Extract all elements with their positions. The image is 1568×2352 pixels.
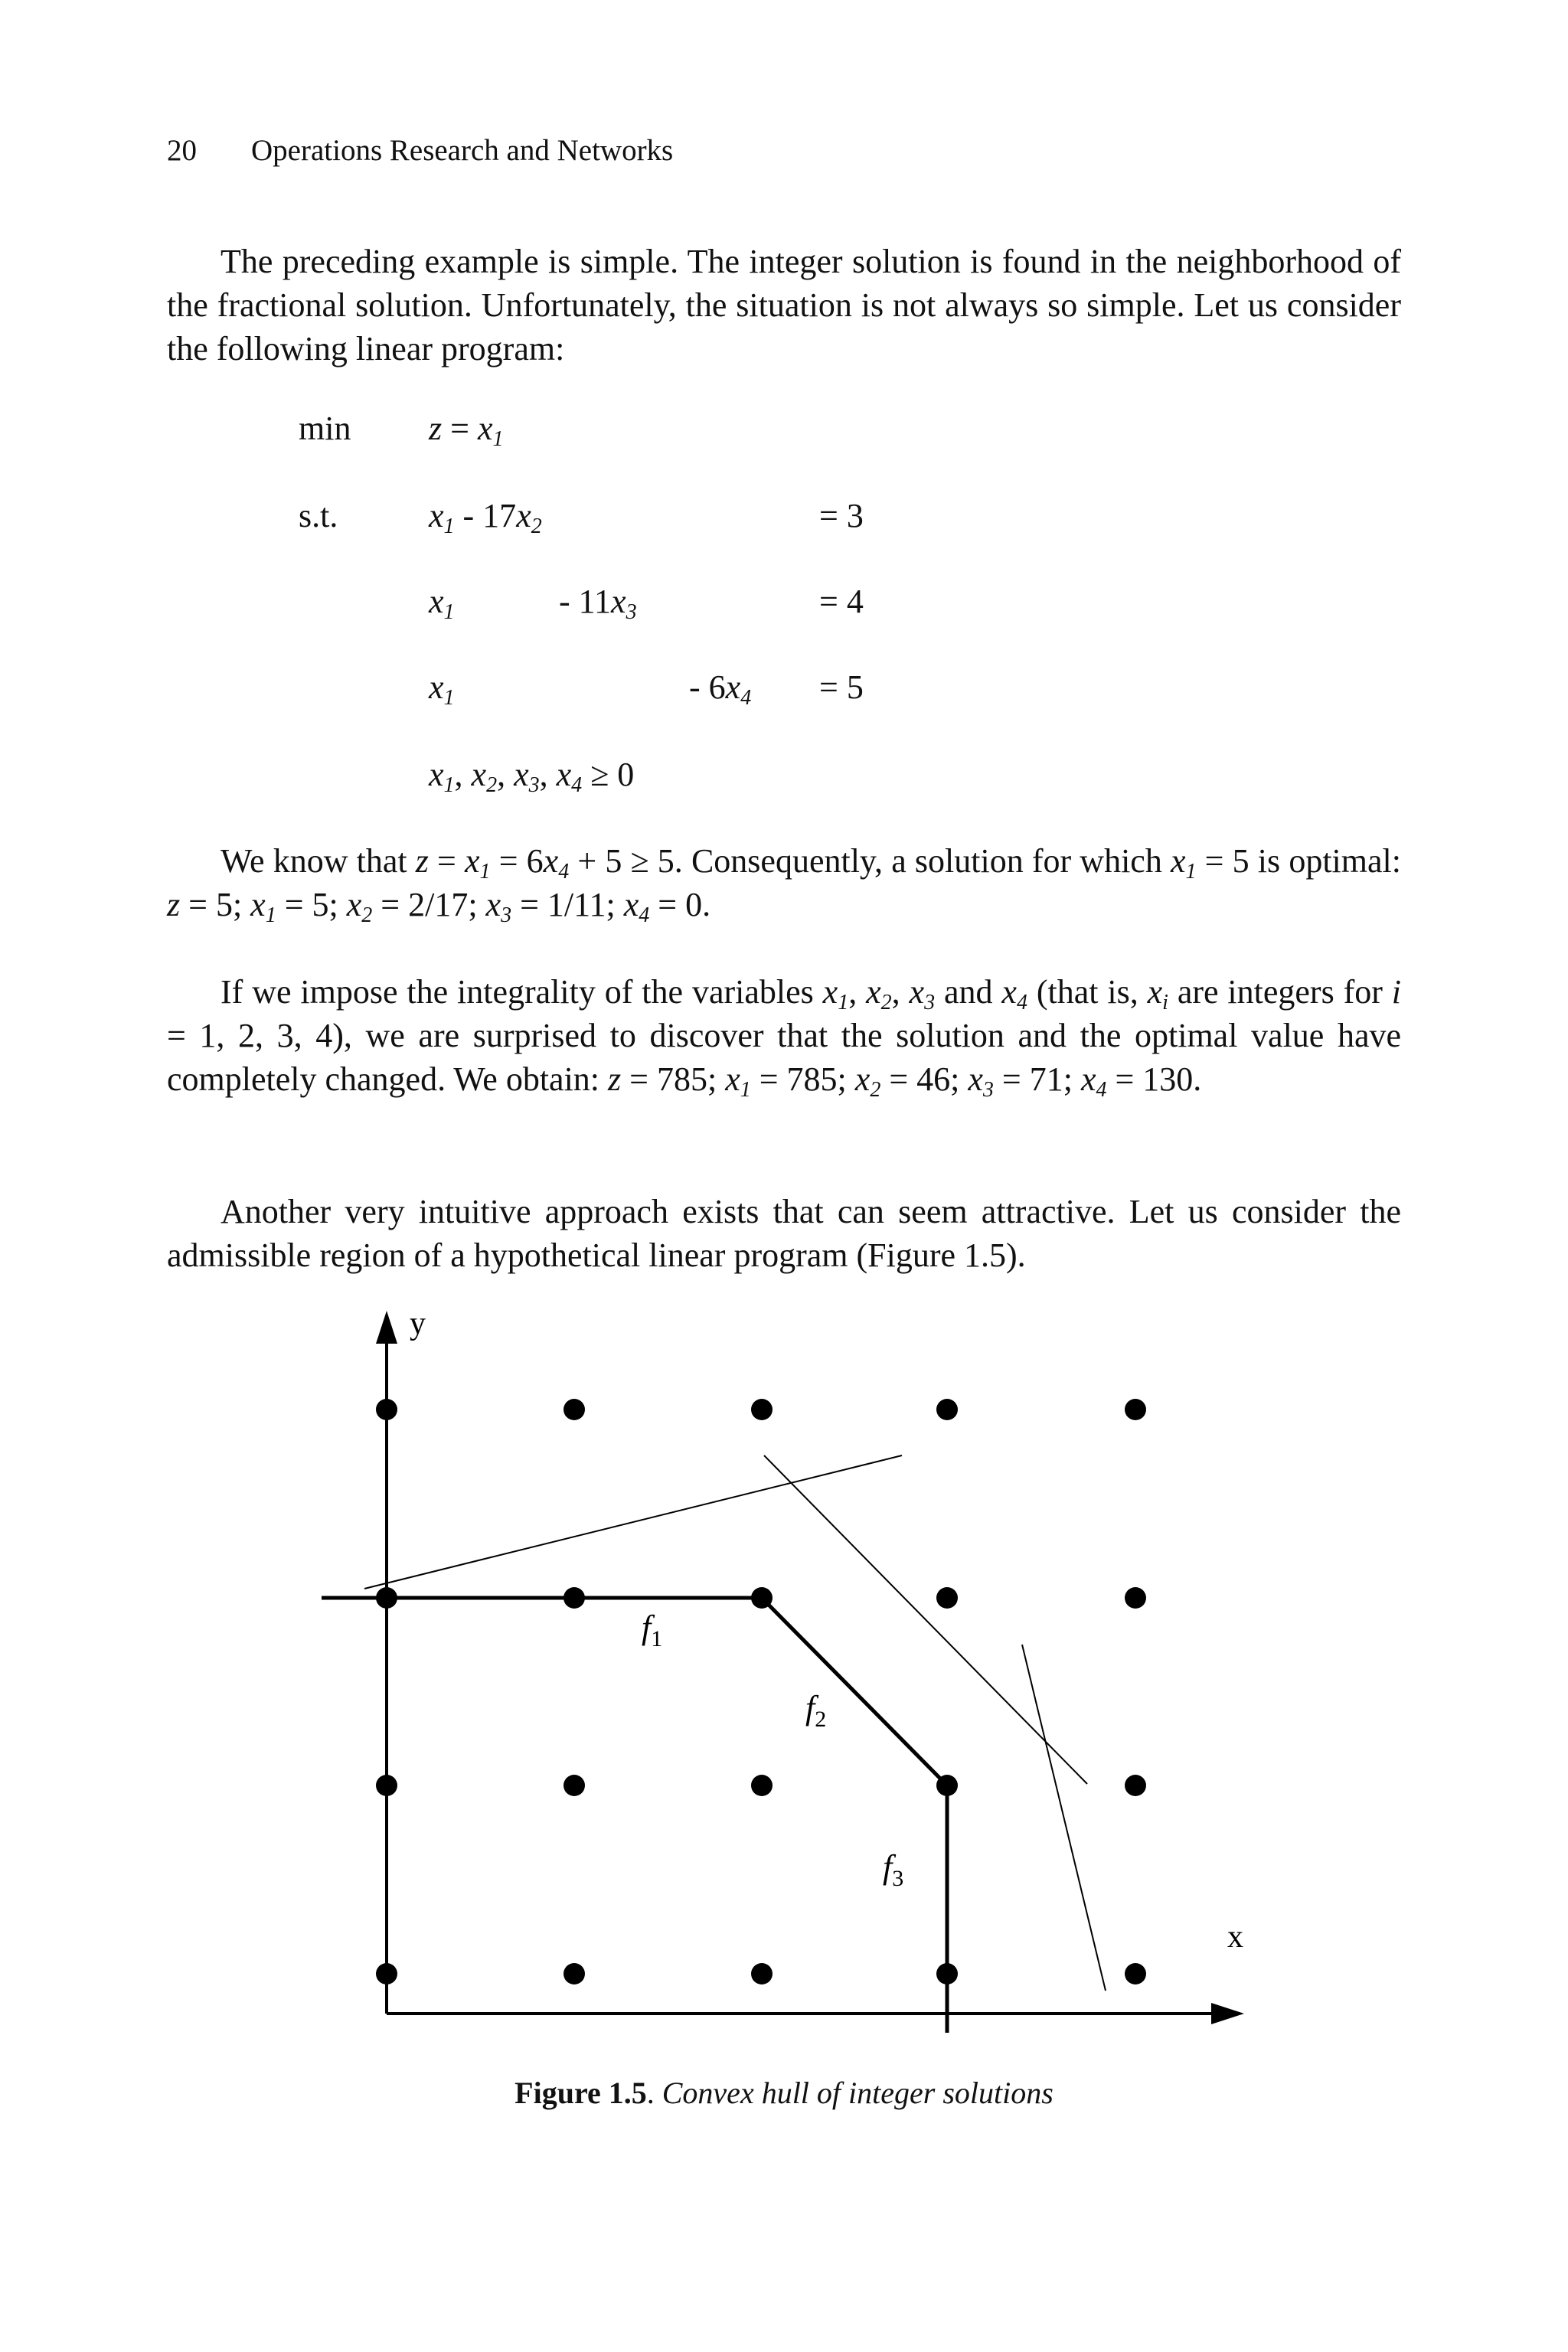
lp-objective: $z = x_1$: [429, 410, 504, 451]
y-axis-arrow-icon: [376, 1311, 397, 1344]
caption-text: Convex hull of integer solutions: [662, 2076, 1054, 2110]
integer-point: [936, 1963, 958, 1984]
convex-hull-boundary: [322, 1598, 947, 2033]
integer-point: [564, 1587, 585, 1609]
lp-nonnegativity: $x_1$, $x_2$, $x_3$, $x_4 \ge 0$: [429, 756, 635, 797]
facet-label-f2: $f_2$: [805, 1689, 827, 1732]
integer-point: [936, 1399, 958, 1420]
integer-point: [936, 1775, 958, 1796]
x-axis-label: x: [1227, 1919, 1243, 1955]
lp-constraint-1: $x_1 - 17x_2$: [429, 497, 542, 538]
integer-point: [751, 1963, 773, 1984]
paragraph-3: If we impose the integrality of the variables $x_1$, $x_2$, $x_3$ and $x_4$ (that is, $x_i$ are integers for i = 1, 2, 3, 4), we are surprised to discover that the solution and the optimal value have completely changed. We obtain: z = 785; $x_1 = 785$; $x_2 = 46$; $x_3 = 71$; $x_4 = 130$.: [167, 973, 1402, 1102]
integer-point: [564, 1963, 585, 1984]
cut-line-1: [364, 1455, 902, 1589]
integer-point: [376, 1963, 397, 1984]
lp-min-keyword: min: [299, 410, 351, 447]
paragraph-1-text: The preceding example is simple. The integer solution is found in the neighborhood of the fractional solution. Unfortunately, the situation is not always so simple. Let us consider the following linear program:: [167, 243, 1401, 368]
cut-line-2: [764, 1455, 1087, 1784]
integer-point: [376, 1587, 397, 1609]
integer-point: [376, 1775, 397, 1796]
lp-constraint-2-rhs: = 4: [819, 583, 864, 620]
paragraph-4-text: Another very intuitive approach exists that can seem attractive. Let us consider the admissible region of a hypothetical linear program (Figure 1.5).: [167, 1193, 1401, 1274]
figure-caption: Figure 1.5. Convex hull of integer solutions: [514, 2076, 1054, 2110]
y-axis-label: y: [410, 1306, 426, 1341]
cut-line-3: [1022, 1645, 1106, 1991]
integer-point: [936, 1587, 958, 1609]
running-title: Operations Research and Networks: [251, 134, 674, 167]
integer-point: [1125, 1587, 1146, 1609]
page-number: 20: [167, 134, 197, 167]
integer-point: [564, 1399, 585, 1420]
integer-point: [751, 1775, 773, 1796]
integer-point: [564, 1775, 585, 1796]
integer-point: [1125, 1775, 1146, 1796]
integer-points: [376, 1399, 1146, 1984]
lp-constraint-3-x1: $x_1$: [429, 668, 455, 710]
caption-label: Figure 1.5: [514, 2076, 647, 2110]
integer-point: [1125, 1399, 1146, 1420]
facet-label-f1: $f_1$: [642, 1609, 663, 1651]
lp-constraint-3-term: - $6x_4$: [689, 668, 752, 710]
x-axis-arrow-icon: [1211, 2003, 1244, 2024]
integer-point: [376, 1399, 397, 1420]
facet-label-f3: $f_3$: [883, 1848, 904, 1891]
lp-constraint-2-term: - $11x_3$: [559, 583, 637, 624]
integer-point: [751, 1587, 773, 1609]
lp-constraint-1-rhs: = 3: [819, 497, 864, 534]
lp-st-keyword: s.t.: [299, 497, 338, 534]
lp-constraint-2-x1: $x_1$: [429, 583, 455, 624]
integer-point: [1125, 1963, 1146, 1984]
lp-constraint-3-rhs: = 5: [819, 668, 864, 706]
integer-point: [751, 1399, 773, 1420]
paragraph-2: We know that $z = x_1 = 6x_4 + 5 \ge 5$. Consequently, a solution for which $x_1 = 5$ is optimal: z = 5; $x_1 = 5$; $x_2 = 2/17$; $x_3 = 1/11$; $x_4 = 0$.: [167, 842, 1401, 927]
